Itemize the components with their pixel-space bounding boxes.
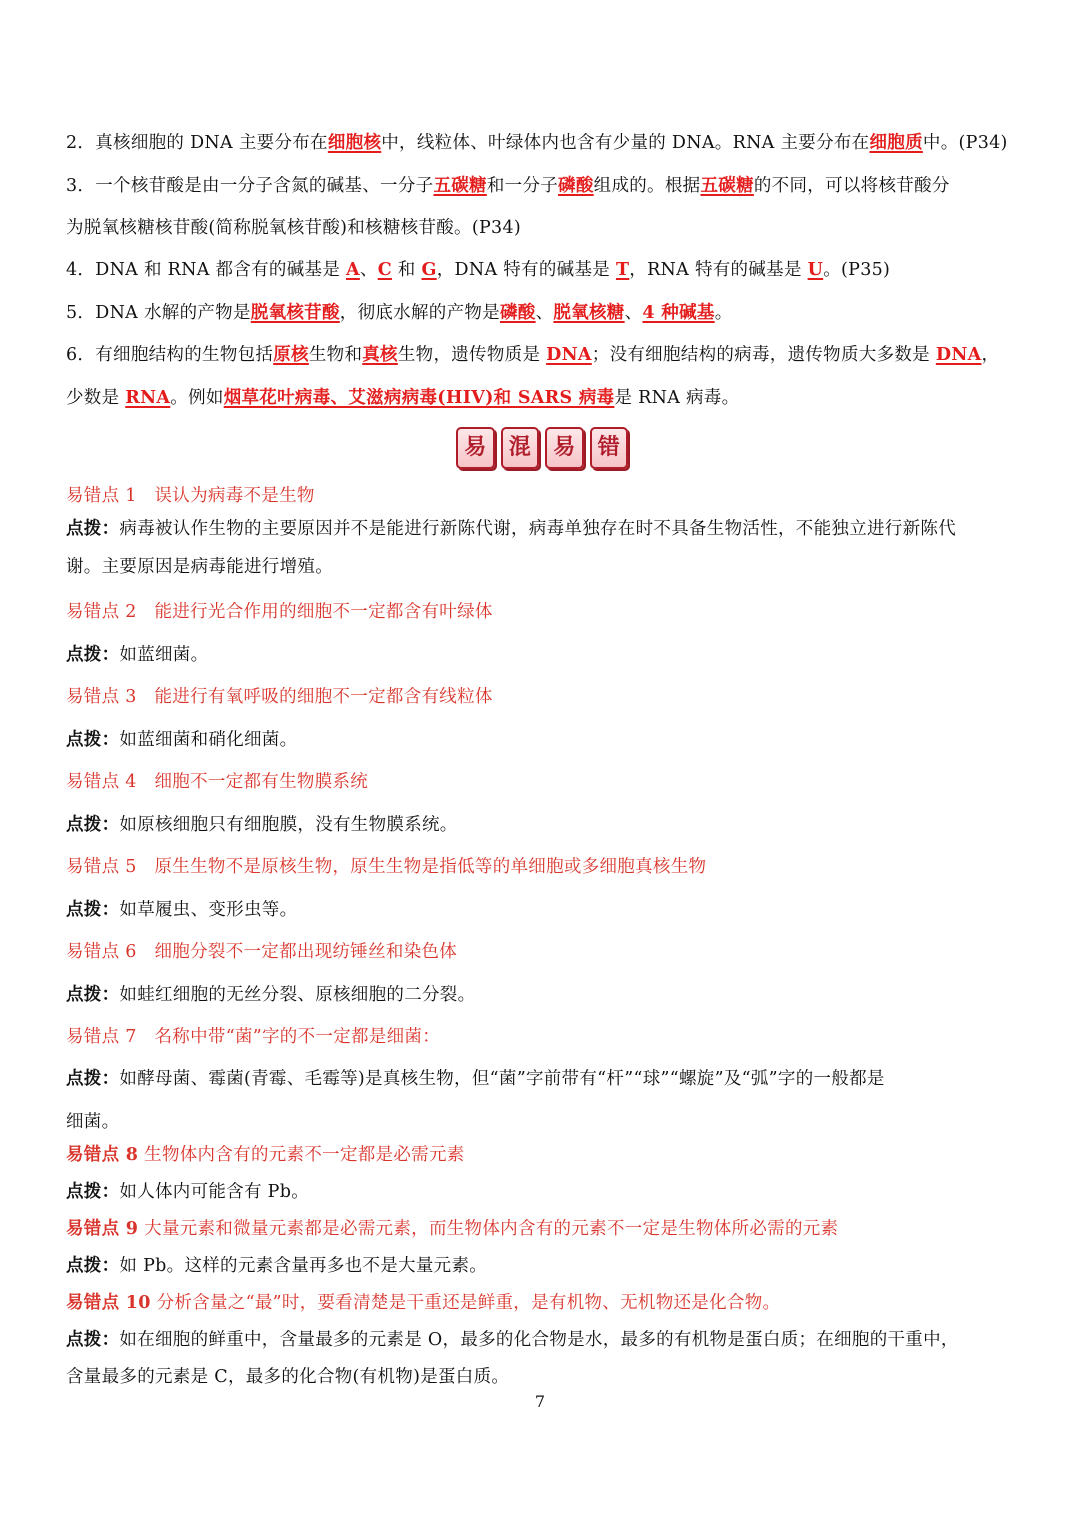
keyword: DNA xyxy=(546,345,592,365)
hint-text: 如蓝细菌。 xyxy=(119,645,209,665)
banner-tile: 错 xyxy=(590,427,629,469)
keyword: U xyxy=(807,260,824,280)
error-point-title xyxy=(66,1217,1016,1241)
keyword: T xyxy=(615,260,630,280)
hint-label: 点拨： xyxy=(66,815,120,835)
keyword: 细胞质 xyxy=(869,133,923,153)
hint-text: 如蛙红细胞的无丝分裂、原核细胞的二分裂。 xyxy=(119,985,476,1005)
item-6 xyxy=(66,343,1016,367)
error-point-title: 易错点 5 原生生物不是原核生物，原生生物是指低等的单细胞或多细胞真核生物 xyxy=(66,857,707,877)
text: 组成的。根据 xyxy=(593,176,701,196)
error-point-title xyxy=(66,1143,1016,1167)
hint-label: 点拨： xyxy=(66,985,120,1005)
section-banner xyxy=(456,427,628,467)
text: 的不同，可以将核苷酸分 xyxy=(753,176,950,196)
item-6-continued xyxy=(66,386,1016,410)
error-point-hint xyxy=(66,728,1016,752)
text: 是 RNA 病毒。 xyxy=(614,388,740,408)
error-point-text: 生物体内含有的元素不一定都是必需元素 xyxy=(138,1145,465,1165)
page-number: 7 xyxy=(534,1392,546,1411)
error-point-label: 易错点 9 xyxy=(66,1219,139,1239)
text: ，彻底水解的产物是 xyxy=(339,303,500,323)
hint-text: 病毒被认作生物的主要原因并不是能进行新陈代谢，病毒单独存在时不具备生物活性，不能独立进行新陈代 xyxy=(119,519,957,539)
text: 少数是 xyxy=(66,388,126,408)
error-point-hint xyxy=(66,1254,1016,1278)
text: 4．DNA 和 RNA 都含有的碱基是 xyxy=(66,260,346,280)
keyword: 4 种碱基 xyxy=(642,303,715,323)
keyword: C xyxy=(377,260,392,280)
hint-text: 如人体内可能含有 Pb。 xyxy=(119,1182,310,1202)
error-point-hint xyxy=(66,1067,1016,1091)
text: 中。(P34) xyxy=(922,133,1008,153)
hint-text: 如酵母菌、霉菌(青霉、毛霉等)是真核生物，但“菌”字前带有“杆”“球”“螺旋”及“弧”字的一般都是 xyxy=(119,1069,885,1089)
item-4 xyxy=(66,258,1016,282)
text: 5．DNA 水解的产物是 xyxy=(66,303,251,323)
text: 。例如 xyxy=(170,388,224,408)
text: ，RNA 特有的碱基是 xyxy=(629,260,808,280)
keyword: 细胞核 xyxy=(327,133,382,153)
keyword: 脱氧核糖 xyxy=(553,303,625,323)
error-point-hint xyxy=(66,643,1016,667)
keyword: 原核 xyxy=(273,345,309,365)
hint-label: 点拨： xyxy=(66,645,120,665)
error-point-hint xyxy=(66,813,1016,837)
error-point-label: 易错点 10 xyxy=(66,1293,151,1313)
item-3-continued: 为脱氧核糖核苷酸(简称脱氧核苷酸)和核糖核苷酸。(P34) xyxy=(66,218,522,238)
text: 生物和 xyxy=(308,345,363,365)
keyword: 脱氧核苷酸 xyxy=(250,303,340,323)
error-point-title: 易错点 2 能进行光合作用的细胞不一定都含有叶绿体 xyxy=(66,602,493,622)
error-point-hint xyxy=(66,1328,1016,1352)
hint-text: 如在细胞的鲜重中，含量最多的元素是 O，最多的化合物是水，最多的有机物是蛋白质；在细胞的干重中， xyxy=(119,1330,959,1350)
keyword: 磷酸 xyxy=(558,176,594,196)
item-2 xyxy=(66,131,1016,155)
error-point-hint xyxy=(66,517,1016,541)
text: 3．一个核苷酸是由一分子含氮的碱基、一分子 xyxy=(66,176,434,196)
text: 和 xyxy=(391,260,422,280)
text: 6．有细胞结构的生物包括 xyxy=(66,345,274,365)
hint-label: 点拨： xyxy=(66,1182,120,1202)
error-point-hint-continued: 谢。主要原因是病毒能进行增殖。 xyxy=(66,557,333,577)
text: ；没有细胞结构的病毒，遗传物质大多数是 xyxy=(591,345,936,365)
hint-label: 点拨： xyxy=(66,519,120,539)
text: 。 xyxy=(714,303,733,323)
text: 生物，遗传物质是 xyxy=(397,345,547,365)
error-point-hint xyxy=(66,1180,1016,1204)
keyword: RNA xyxy=(125,388,171,408)
keyword: 五碳糖 xyxy=(433,176,487,196)
error-point-title: 易错点 7 名称中带“菌”字的不一定都是细菌： xyxy=(66,1027,440,1047)
text: 中，线粒体、叶绿体内也含有少量的 DNA。RNA 主要分布在 xyxy=(381,133,870,153)
text: 、 xyxy=(624,303,643,323)
keyword: 真核 xyxy=(362,345,398,365)
text: ，DNA 特有的碱基是 xyxy=(436,260,616,280)
error-point-title xyxy=(66,1291,1016,1315)
keyword: 烟草花叶病毒、艾滋病病毒(HIV)和 SARS 病毒 xyxy=(223,388,615,408)
item-5 xyxy=(66,301,1016,325)
hint-text: 如原核细胞只有细胞膜，没有生物膜系统。 xyxy=(119,815,458,835)
error-point-title: 易错点 4 细胞不一定都有生物膜系统 xyxy=(66,772,369,792)
error-point-hint xyxy=(66,898,1016,922)
banner-tile: 混 xyxy=(501,427,540,469)
error-point-text: 分析含量之“最”时，要看清楚是干重还是鲜重，是有机物、无机物还是化合物。 xyxy=(150,1293,781,1313)
error-point-title: 易错点 1 误认为病毒不是生物 xyxy=(66,486,315,506)
hint-text: 如 Pb。这样的元素含量再多也不是大量元素。 xyxy=(119,1256,488,1276)
keyword: A xyxy=(346,260,360,280)
text: ， xyxy=(981,345,1000,365)
hint-label: 点拨： xyxy=(66,900,120,920)
error-point-text: 大量元素和微量元素都是必需元素，而生物体内含有的元素不一定是生物体所必需的元素 xyxy=(138,1219,839,1239)
error-point-hint xyxy=(66,983,1016,1007)
text: 、 xyxy=(535,303,554,323)
error-point-hint-continued: 含量最多的元素是 C，最多的化合物(有机物)是蛋白质。 xyxy=(66,1367,510,1387)
hint-label: 点拨： xyxy=(66,1069,120,1089)
keyword: DNA xyxy=(935,345,982,365)
text: 和一分子 xyxy=(486,176,559,196)
error-point-label: 易错点 8 xyxy=(66,1145,139,1165)
hint-text: 如蓝细菌和硝化细菌。 xyxy=(119,730,298,750)
text: 、 xyxy=(359,260,378,280)
hint-label: 点拨： xyxy=(66,730,120,750)
hint-label: 点拨： xyxy=(66,1330,120,1350)
error-point-hint-continued: 细菌。 xyxy=(66,1112,120,1132)
keyword: 五碳糖 xyxy=(700,176,754,196)
text: 2．真核细胞的 DNA 主要分布在 xyxy=(66,133,328,153)
keyword: G xyxy=(421,260,437,280)
keyword: 磷酸 xyxy=(499,303,536,323)
hint-text: 如草履虫、变形虫等。 xyxy=(119,900,298,920)
error-point-title: 易错点 6 细胞分裂不一定都出现纺锤丝和染色体 xyxy=(66,942,458,962)
item-3 xyxy=(66,174,1016,198)
banner-tile: 易 xyxy=(545,427,584,469)
error-point-title: 易错点 3 能进行有氧呼吸的细胞不一定都含有线粒体 xyxy=(66,687,493,707)
text: 。(P35) xyxy=(823,260,891,280)
hint-label: 点拨： xyxy=(66,1256,120,1276)
banner-tile: 易 xyxy=(456,427,495,469)
